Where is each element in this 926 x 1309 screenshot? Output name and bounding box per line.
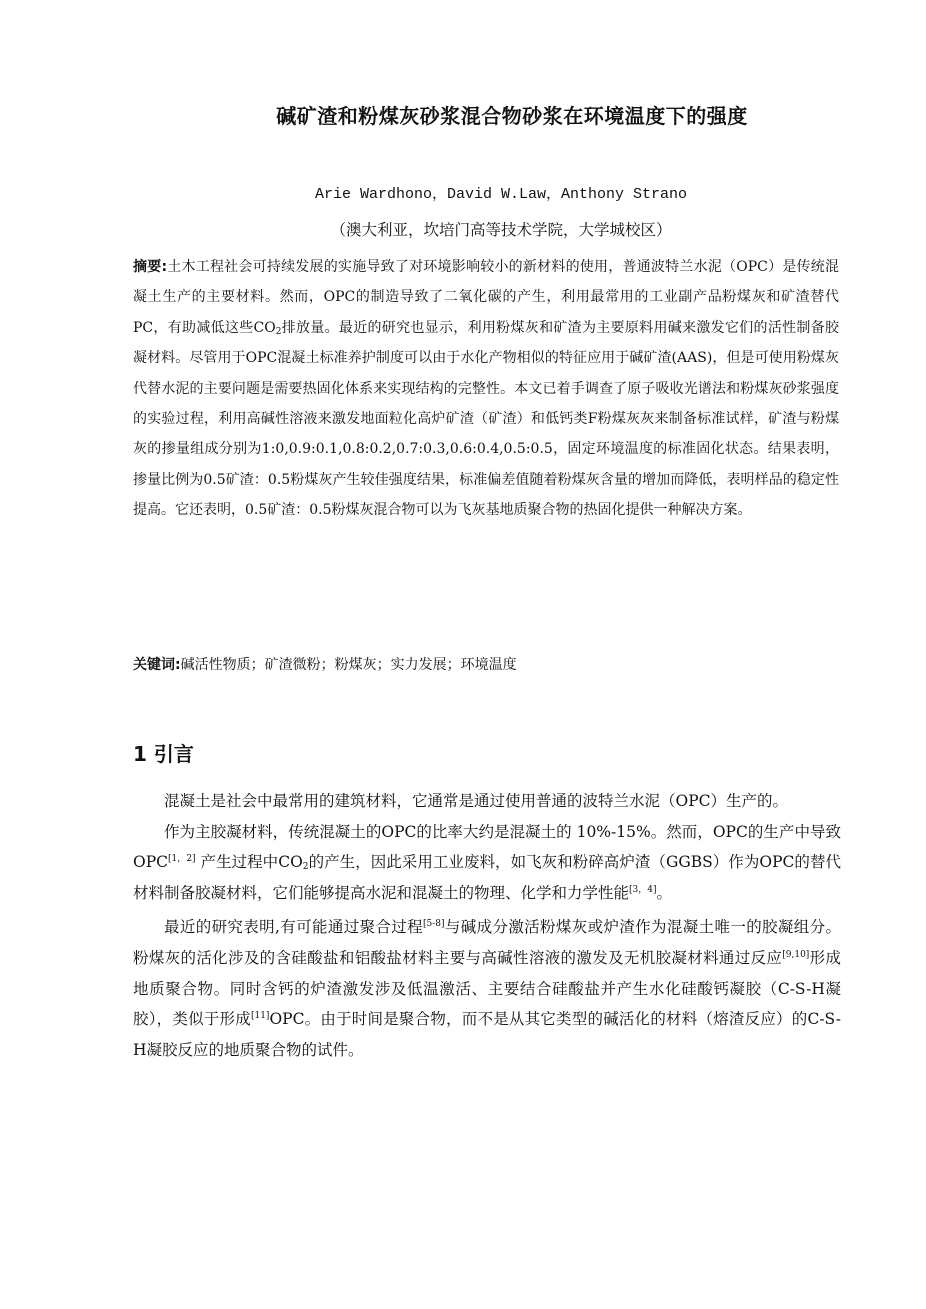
paper-title: 碱矿渣和粉煤灰砂浆混合物砂浆在环境温度下的强度 (276, 104, 748, 128)
citation-ref: [5-8] (423, 919, 445, 930)
intro-p3-text-c: 形成地质聚合物。同时含钙的炉渣激发涉及低温激活、主要结合硅酸盐并产生水化硅酸钙凝胶（C-S-H凝胶），类似于形成 (133, 948, 841, 1029)
intro-p3-text-a: 最近的研究表明,有可能通过聚合过程 (164, 918, 424, 937)
abstract-text-part1: 土木工程社会可持续发展的实施导致了对环境影响较小的新材料的使用，普通波特兰水泥（OPC）是传统混凝土生产的主要材料。然而，OPC的制造导致了二氧化碳的产生，利用最常用的工业副产品粉煤灰和矿渣替代 PC，有助减低这些CO (133, 259, 840, 336)
co2-subscript: 2 (302, 862, 309, 873)
keywords-text: 碱活性物质；矿渣微粉；粉煤灰；实力发展；环境温度 (180, 657, 517, 673)
citation-ref: [3，4] (629, 884, 657, 895)
intro-p3-text-d: OPC。由于时间是聚合物，而不是从其它类型的碱活化的材料（熔渣反应）的C-S-H凝胶反应的地质聚合物的试件。 (133, 1010, 841, 1059)
author-affiliation: （澳大利亚，坎培门高等技术学院，大学城校区） (330, 221, 672, 239)
keywords-label: 关键词: (133, 657, 181, 673)
abstract-label: 摘要: (133, 259, 168, 275)
abstract (133, 252, 839, 526)
introduction-body (133, 786, 841, 1065)
intro-p2-text-a: 作为主胶凝材料，传统混凝土的OPC的比率大约是混凝土的 10%-15%。然而，OPC的生产中导致OPC (133, 822, 841, 872)
keywords (133, 652, 839, 678)
citation-ref: [11] (250, 1011, 270, 1022)
citation-ref: [9,10] (782, 949, 810, 960)
intro-p2-text-c: 的产生，因此采用工业废料，如飞灰和粉碎高炉渣（GGBS）作为OPC的替代材料制备胶凝材料，它们能够提高水泥和混凝土的物理、化学和力学性能 (133, 853, 841, 902)
intro-paragraph-1: 混凝土是社会中最常用的建筑材料，它通常是通过使用普通的波特兰水泥（OPC）生产的。 (164, 792, 788, 810)
co2-subscript: 2 (275, 326, 282, 337)
intro-paragraph-3 (133, 912, 841, 1065)
abstract-text-part2: 排放量。最近的研究也显示，利用粉煤灰和矿渣为主要原料用碱来激发它们的活性制备胶凝材料。尽管用于OPC混凝土标准养护制度可以由于水化产物相似的特征应用于碱矿渣(AAS)，但是可使用粉煤灰代替水泥的主要问题是需要热固化体系来实现结构的完整性。本文已着手调查了原子吸收光谱法和粉煤灰砂浆强度的实验过程，利用高碱性溶液来激发地面粒化高炉矿渣（矿渣）和低钙类F粉煤灰灰来制备标准试样，矿渣与粉煤灰的掺量组成分别为1:0,0.9:0.1,0.8:0.2,0.7:0.3,0.6:0.4,0.5:0.5，固定环境温度的标准固化状态。结果表明，掺量比例为0.5矿渣：0.5粉煤灰产生较佳强度结果，标准偏差值随着粉煤灰含量的增加而降低，表明样品的稳定性提高。它还表明，0.5矿渣：0.5粉煤灰混合物可以为飞灰基地质聚合物的热固化提供一种解决方案。 (133, 319, 840, 519)
intro-paragraph-2 (133, 817, 841, 909)
citation-ref: [1，2] (168, 854, 196, 865)
author-list: Arie Wardhono，David W.Law，Anthony Strano (314, 186, 688, 203)
intro-p3-text-b: 与碱成分激活粉煤灰或炉渣作为混凝土唯一的胶凝组分。粉煤灰的活化涉及的含硅酸盐和铝酸盐材料主要与高碱性溶液的激发及无机胶凝材料通过反应 (133, 918, 841, 967)
section-heading-introduction: 1 引言 (133, 742, 194, 766)
intro-p2-text-d: 。 (656, 883, 673, 902)
intro-p2-text-b: 产生过程中CO (195, 853, 303, 872)
